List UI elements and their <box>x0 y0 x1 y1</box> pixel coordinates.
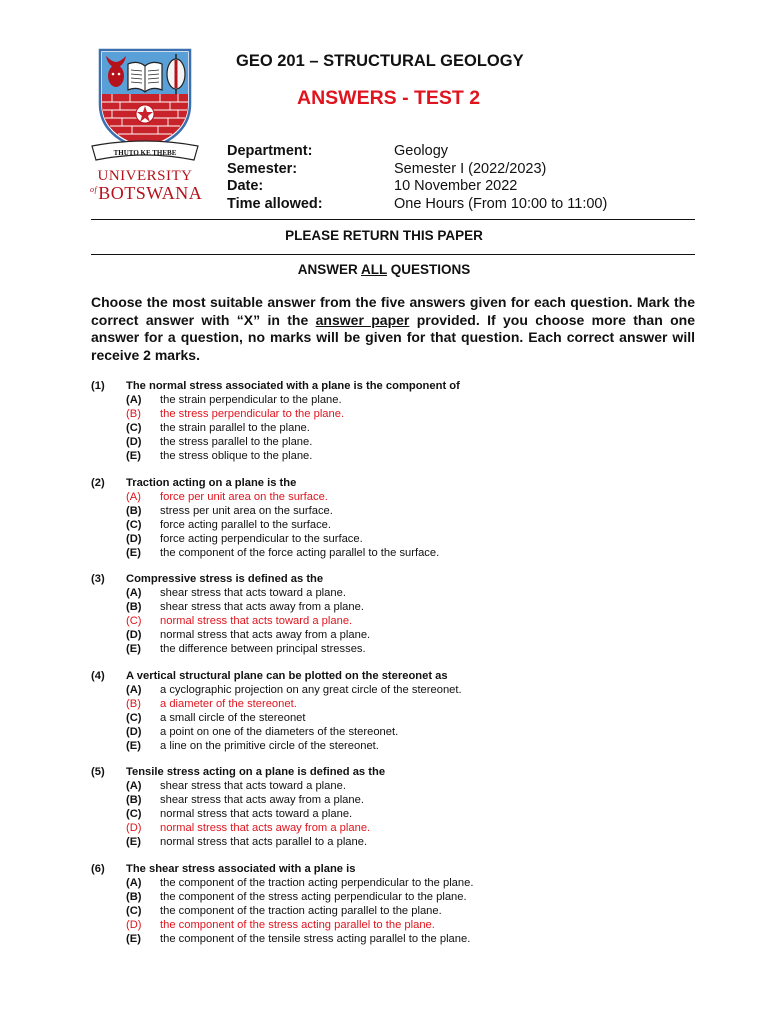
option-letter: (A) <box>126 587 142 599</box>
meta-value: Semester I (2022/2023) <box>394 160 547 177</box>
question-3 <box>91 572 711 656</box>
option-text: stress per unit area on the surface. <box>160 504 333 517</box>
question-2 <box>91 476 711 560</box>
answer-option <box>91 711 711 725</box>
divider <box>91 254 695 255</box>
question-4 <box>91 669 711 753</box>
meta-key: Date: <box>227 178 264 194</box>
meta-value: 10 November 2022 <box>394 178 518 194</box>
question-number: (6) <box>91 862 105 875</box>
option-text: a point on one of the diameters of the stereonet. <box>160 725 399 738</box>
answer-option <box>91 628 711 642</box>
meta-row-semester <box>227 161 607 179</box>
answer-option <box>91 890 711 904</box>
meta-value: One Hours (From 10:00 to 11:00) <box>394 195 608 212</box>
option-text: the stress perpendicular to the plane. <box>160 408 345 420</box>
answer-option <box>91 835 711 849</box>
option-text: normal stress that acts away from a plane. <box>160 822 371 834</box>
option-letter: (E) <box>126 643 141 655</box>
question-stem <box>91 572 711 586</box>
option-letter: (D) <box>126 629 142 641</box>
answer-option <box>91 504 711 518</box>
option-letter: (A) <box>126 394 142 406</box>
question-1 <box>91 379 711 463</box>
option-letter: (E) <box>126 450 141 462</box>
option-text: shear stress that acts away from a plane. <box>160 794 364 806</box>
option-text: the strain perpendicular to the plane. <box>160 394 342 406</box>
question-text: Traction acting on a plane is the <box>126 476 297 489</box>
option-letter: (E) <box>126 739 141 752</box>
option-text: the component of the traction acting parallel to the plane. <box>160 904 442 917</box>
answer-option <box>91 546 711 560</box>
answer-option <box>91 421 711 435</box>
question-text: The normal stress associated with a plane is the component of <box>126 380 460 392</box>
option-text: the component of the traction acting perpendicular to the plane. <box>160 876 474 889</box>
option-letter: (D) <box>126 725 142 738</box>
correct-option <box>91 614 711 628</box>
answer-option <box>91 904 711 918</box>
star-icon <box>136 105 154 123</box>
question-text: Compressive stress is defined as the <box>126 573 324 585</box>
option-letter: (C) <box>126 518 142 531</box>
university-name-line1: UNIVERSITY <box>97 168 193 184</box>
option-letter: (C) <box>126 422 142 434</box>
option-text: shear stress that acts away from a plane. <box>160 601 364 613</box>
answer-option <box>91 600 711 614</box>
answer-all-emphasis: ALL <box>360 262 387 277</box>
option-text: a diameter of the stereonet. <box>160 697 297 710</box>
motto-text: THUTO KE THEBE <box>113 149 177 157</box>
university-of: of <box>90 185 98 194</box>
option-letter: (C) <box>126 904 142 917</box>
option-text: the component of the stress acting parallel to the plane. <box>160 918 435 931</box>
question-number: (2) <box>91 476 105 489</box>
answers-title: ANSWERS - TEST 2 <box>297 87 481 109</box>
option-letter: (B) <box>126 408 141 420</box>
answer-option <box>91 642 711 656</box>
meta-value: Geology <box>394 143 449 159</box>
option-text: force acting perpendicular to the surface. <box>160 532 363 545</box>
option-text: a cyclographic projection on any great circle of the stereonet. <box>160 683 462 696</box>
divider <box>91 219 695 220</box>
option-text: a line on the primitive circle of the stereonet. <box>160 739 379 752</box>
question-5 <box>91 765 711 849</box>
option-text: normal stress that acts toward a plane. <box>160 615 353 627</box>
option-text: the stress parallel to the plane. <box>160 436 313 448</box>
option-letter: (E) <box>126 932 141 945</box>
option-text: shear stress that acts toward a plane. <box>160 780 346 792</box>
meta-key: Semester: <box>227 160 298 177</box>
answer-option <box>91 779 711 793</box>
answer-option <box>91 518 711 532</box>
answer-option <box>91 435 711 449</box>
answer-option <box>91 793 711 807</box>
option-text: force per unit area on the surface. <box>160 490 328 503</box>
answer-option <box>91 683 711 697</box>
instructions: Choose the most suitable answer from the five answers given for each question. Mark the correct answer with “X” in the answer paper provided. If you choose more than one answer for a question, no marks will be given for that question. Each correct answer will receive 2 marks. <box>91 294 696 363</box>
option-letter: (A) <box>126 490 141 503</box>
answer-option <box>91 739 711 753</box>
option-text: normal stress that acts away from a plane. <box>160 629 371 641</box>
correct-option <box>91 697 711 711</box>
answer-paper-underlined: answer paper <box>315 311 410 328</box>
option-letter: (A) <box>126 683 142 696</box>
answer-option <box>91 449 711 463</box>
answer-option <box>91 725 711 739</box>
question-number: (4) <box>91 669 105 682</box>
option-letter: (E) <box>126 546 141 559</box>
option-text: the component of the force acting parallel to the surface. <box>160 546 440 559</box>
exam-meta <box>227 143 607 213</box>
answer-all-heading: ANSWER ALL QUESTIONS <box>297 262 471 277</box>
meta-key: Time allowed: <box>227 195 323 212</box>
question-stem <box>91 476 711 490</box>
crest-icon <box>90 42 200 167</box>
option-letter: (D) <box>126 436 142 448</box>
meta-key: Department: <box>227 143 313 159</box>
correct-option <box>91 918 711 932</box>
option-letter: (C) <box>126 711 142 724</box>
correct-option <box>91 821 711 835</box>
option-text: normal stress that acts toward a plane. <box>160 808 353 820</box>
answer-option <box>91 532 711 546</box>
course-title: GEO 201 – STRUCTURAL GEOLOGY <box>236 52 524 70</box>
option-text: the difference between principal stresses. <box>160 643 366 655</box>
option-letter: (B) <box>126 601 142 613</box>
option-letter: (D) <box>126 822 142 834</box>
correct-option <box>91 407 711 421</box>
question-stem <box>91 379 711 393</box>
question-6 <box>91 862 711 946</box>
university-name-line2: $^{of}$BOTSWANA <box>90 183 203 203</box>
question-stem <box>91 765 711 779</box>
question-text: Tensile stress acting on a plane is defined as the <box>126 766 386 778</box>
answer-option <box>91 393 711 407</box>
option-letter: (A) <box>126 876 142 889</box>
question-stem <box>91 862 711 876</box>
answer-option <box>91 932 711 946</box>
option-letter: (D) <box>126 532 142 545</box>
university-crest <box>90 42 200 167</box>
option-letter: (B) <box>126 794 142 806</box>
answer-option <box>91 586 711 600</box>
question-stem <box>91 669 711 683</box>
option-letter: (A) <box>126 780 142 792</box>
option-text: the component of the stress acting perpendicular to the plane. <box>160 890 467 903</box>
question-text: A vertical structural plane can be plotted on the stereonet as <box>126 669 448 682</box>
return-notice: PLEASE RETURN THIS PAPER <box>285 228 483 243</box>
questions-list <box>91 379 711 958</box>
option-text: a small circle of the stereonet <box>160 711 306 724</box>
question-text: The shear stress associated with a plane is <box>126 862 356 875</box>
option-text: force acting parallel to the surface. <box>160 518 332 531</box>
book-icon <box>128 62 162 92</box>
option-text: the stress oblique to the plane. <box>160 450 313 462</box>
option-text: shear stress that acts toward a plane. <box>160 587 346 599</box>
answer-option <box>91 876 711 890</box>
answer-option <box>91 807 711 821</box>
meta-row-date <box>227 178 607 196</box>
question-number: (1) <box>91 380 105 392</box>
option-text: normal stress that acts parallel to a plane. <box>160 836 368 848</box>
option-text: the strain parallel to the plane. <box>160 422 310 434</box>
option-letter: (B) <box>126 890 142 903</box>
question-number: (3) <box>91 573 105 585</box>
option-letter: (E) <box>126 836 141 848</box>
question-number: (5) <box>91 766 105 778</box>
correct-option <box>91 490 711 504</box>
meta-row-department <box>227 143 607 161</box>
option-letter: (C) <box>126 615 142 627</box>
option-letter: (B) <box>126 504 142 517</box>
meta-row-time-allowed <box>227 196 607 214</box>
option-text: the component of the tensile stress acting parallel to the plane. <box>160 932 471 945</box>
option-letter: (B) <box>126 697 141 710</box>
option-letter: (D) <box>126 918 142 931</box>
option-letter: (C) <box>126 808 142 820</box>
